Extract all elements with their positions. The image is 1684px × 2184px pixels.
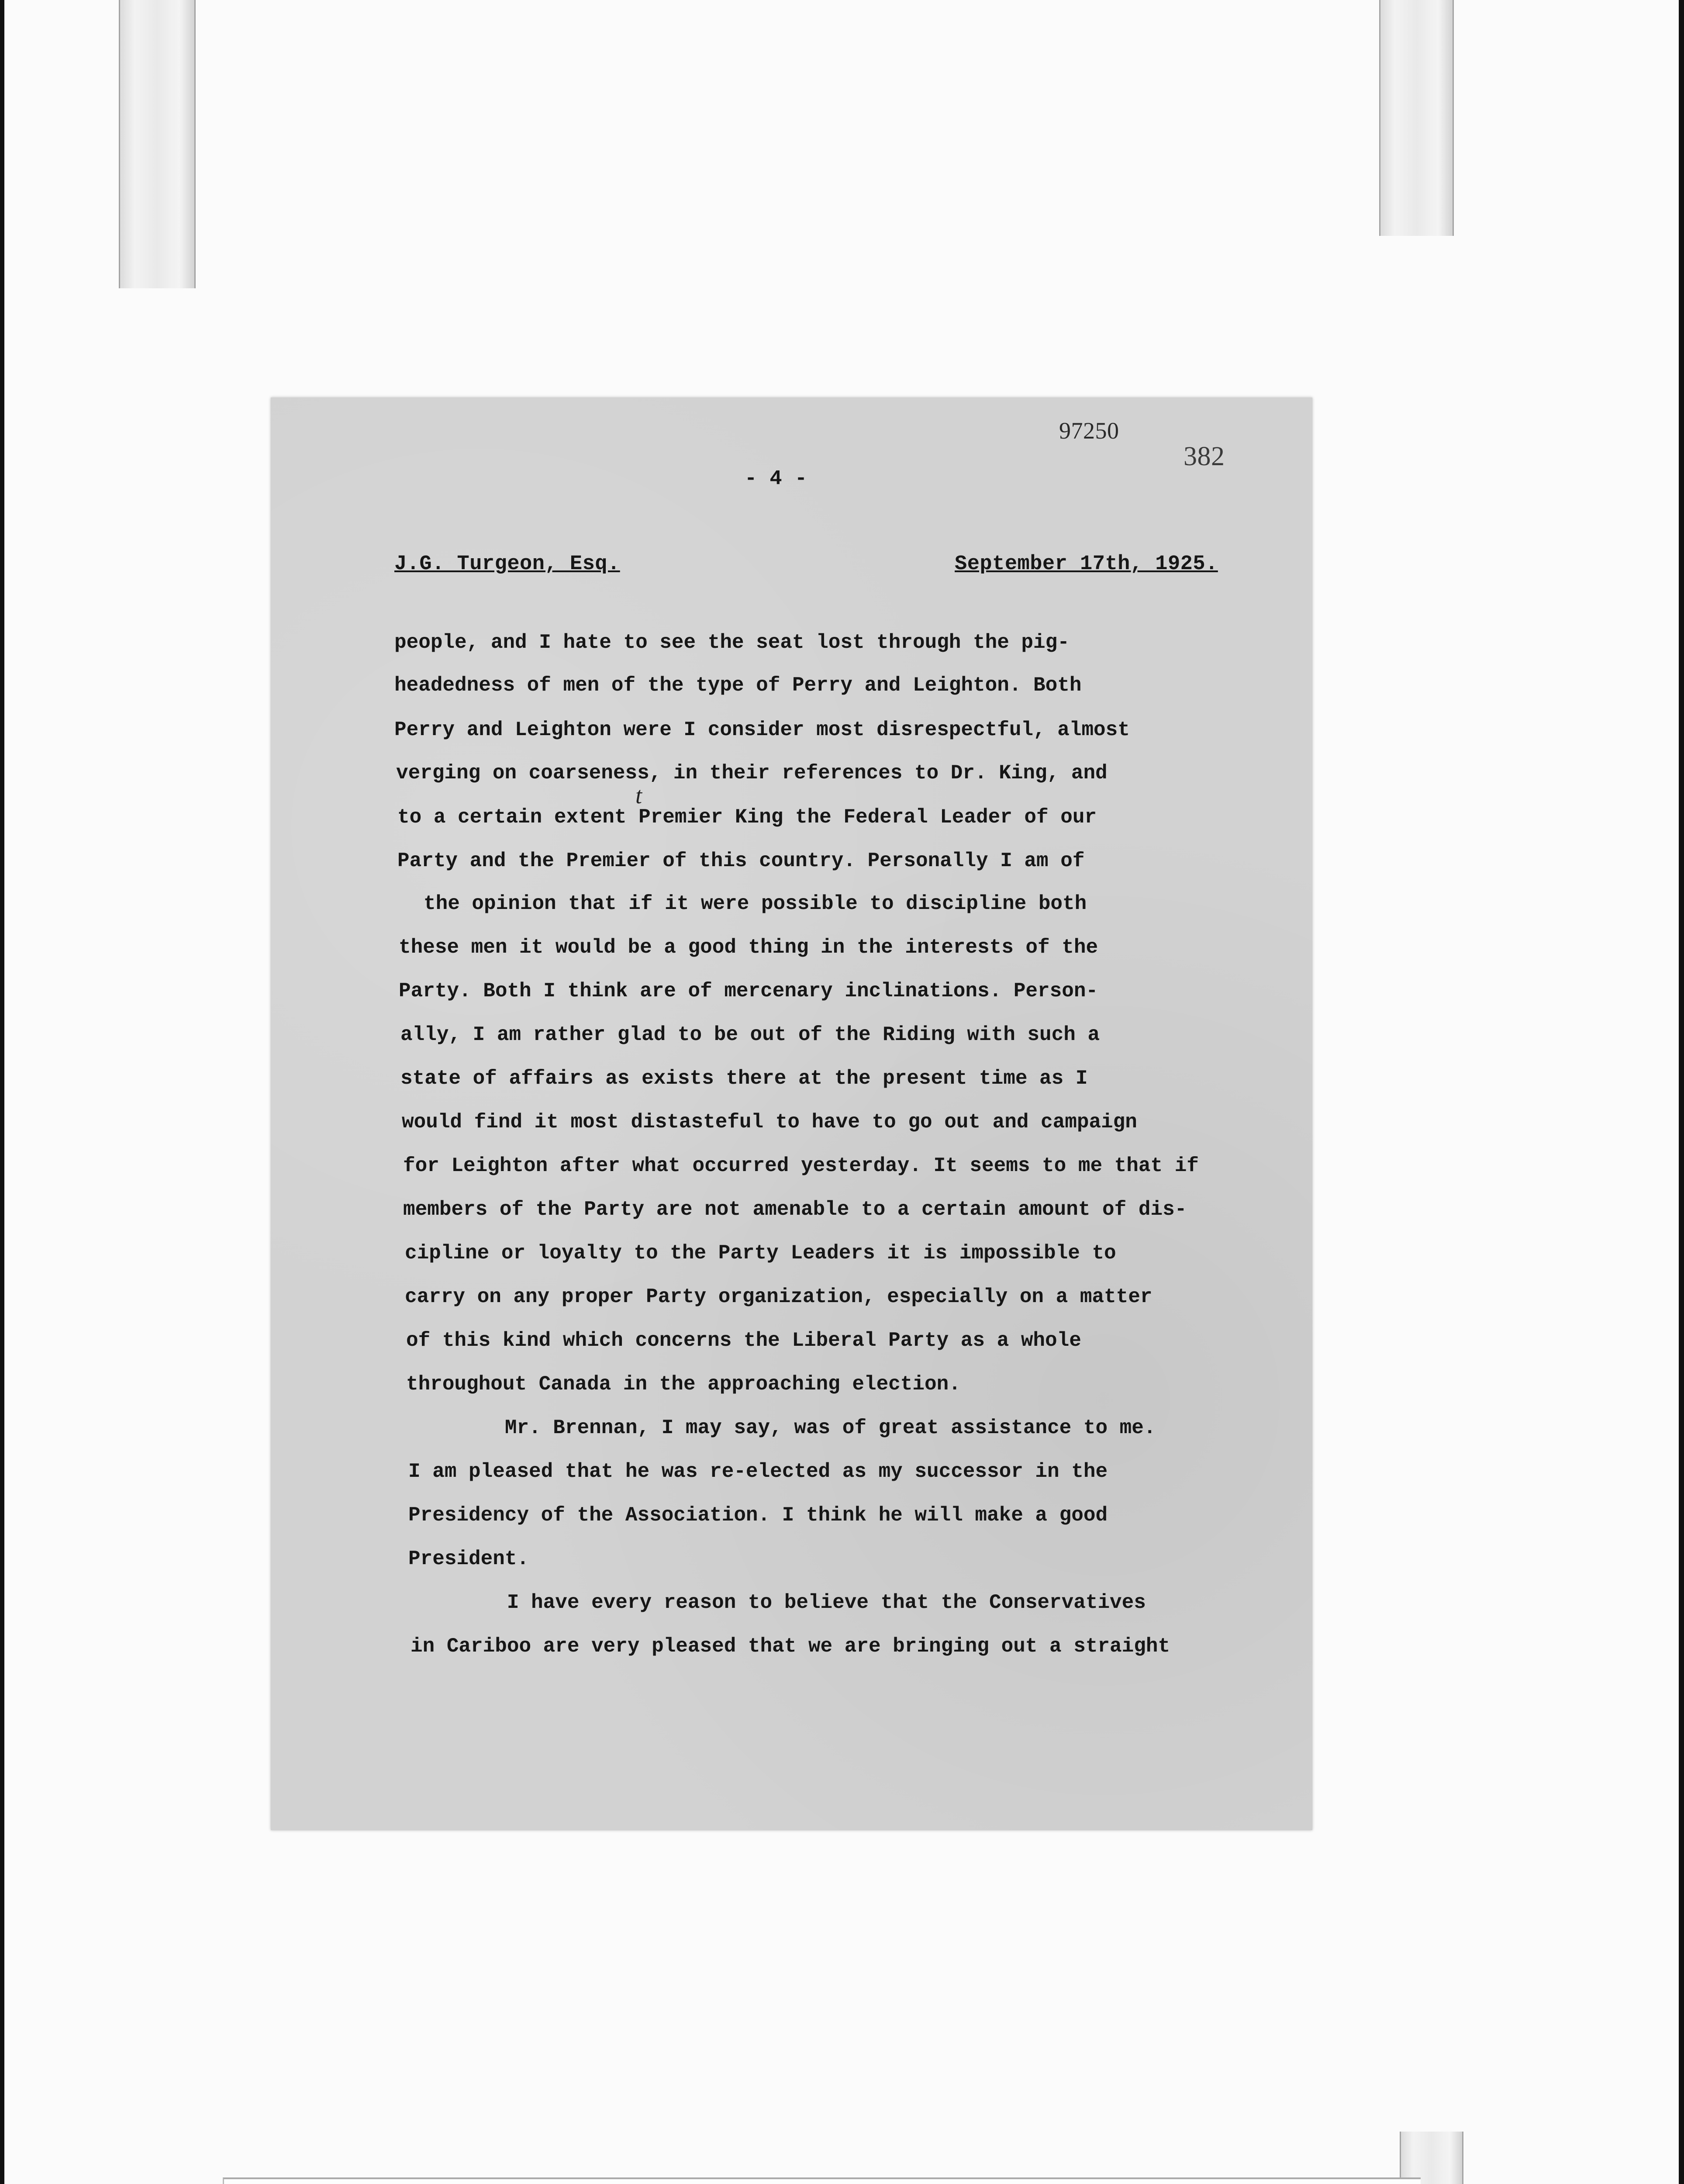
body-line: the opinion that if it were possible to discipline both (424, 892, 1087, 915)
letter-date: September 17th, 1925. (955, 553, 1218, 576)
body-line: of this kind which concerns the Liberal Party as a whole (406, 1329, 1081, 1352)
letter-page (271, 397, 1312, 1830)
body-line: for Leighton after what occurred yesterday. It seems to me that if (403, 1154, 1199, 1177)
body-line: Perry and Leighton were I consider most disrespectful, almost (394, 719, 1130, 741)
body-line: Party and the Premier of this country. Personally I am of (397, 850, 1085, 872)
document-number: 97250 (1059, 418, 1119, 444)
body-line: cipline or loyalty to the Party Leaders it is impossible to (405, 1242, 1116, 1265)
handwritten-annotation: t (635, 782, 642, 809)
body-line: I have every reason to believe that the Conservatives (411, 1591, 1146, 1614)
addressee: J.G. Turgeon, Esq. (394, 553, 620, 576)
body-line: Mr. Brennan, I may say, was of great assistance to me. (408, 1417, 1156, 1439)
body-line: headedness of men of the type of Perry and Leighton. Both (394, 674, 1082, 697)
body-line: throughout Canada in the approaching election. (406, 1373, 961, 1396)
archive-label (223, 2177, 1421, 2184)
tape-strip-top-right (1379, 0, 1454, 236)
body-line: Presidency of the Association. I think he will make a good (408, 1504, 1108, 1527)
body-line: President. (408, 1548, 529, 1570)
body-line: Party. Both I think are of mercenary inclinations. Person- (399, 980, 1098, 1002)
body-line: in Cariboo are very pleased that we are bringing out a straight (411, 1635, 1170, 1658)
tape-strip-bottom-right (1400, 2132, 1463, 2184)
folio-number: 382 (1184, 442, 1225, 471)
body-line: these men it would be a good thing in the interests of the (399, 936, 1098, 959)
body-line: members of the Party are not amenable to a certain amount of dis- (403, 1198, 1187, 1221)
tape-strip-top-left (119, 0, 196, 288)
body-line: would find it most distasteful to have to go out and campaign (402, 1111, 1137, 1133)
body-line: verging on coarseness, in their references to Dr. King, and (396, 762, 1108, 784)
page-number: - 4 - (745, 467, 807, 491)
body-line: ally, I am rather glad to be out of the Riding with such a (400, 1023, 1100, 1046)
body-line: carry on any proper Party organization, especially on a matter (405, 1286, 1153, 1308)
body-line: state of affairs as exists there at the present time as I (400, 1067, 1088, 1090)
body-line: people, and I hate to see the seat lost through the pig- (394, 631, 1070, 654)
body-line: to a certain extent Premier King the Federal Leader of our (397, 806, 1097, 829)
body-line: I am pleased that he was re-elected as my successor in the (408, 1460, 1108, 1483)
